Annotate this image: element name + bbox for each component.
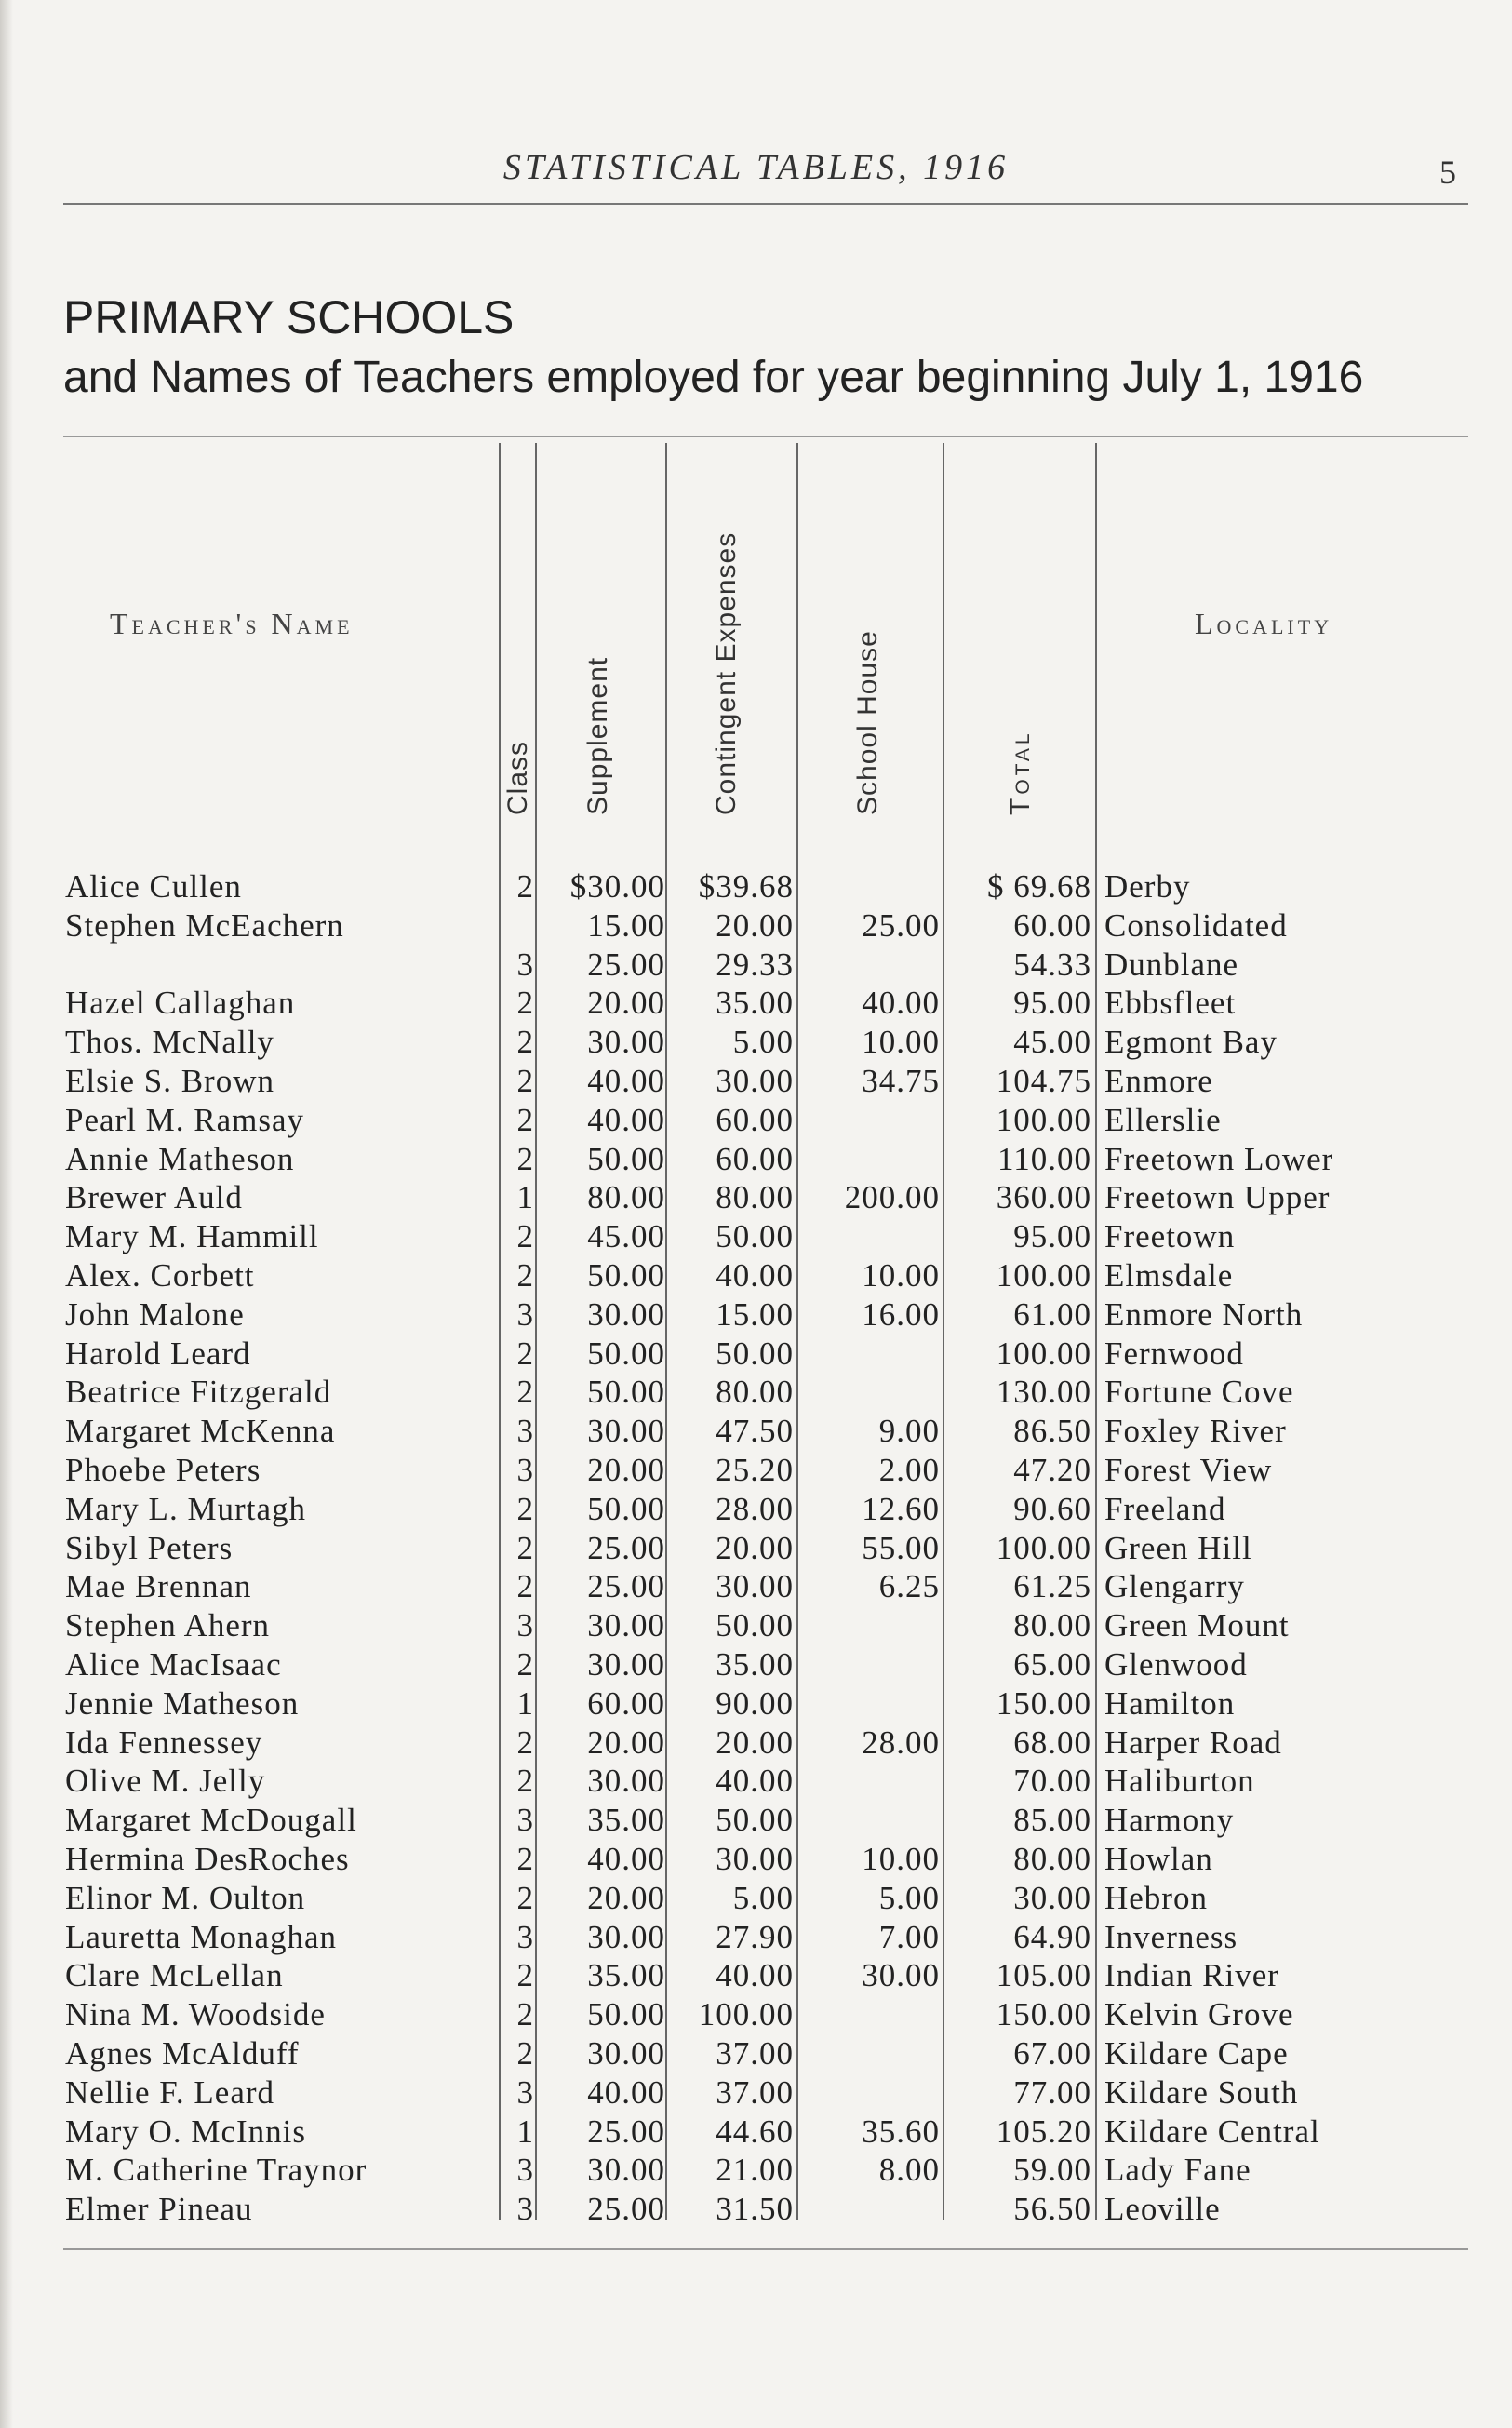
cell-name: Mae Brennan (65, 1568, 252, 1605)
cell-contingent: 21.00 (716, 2152, 794, 2189)
cell-locality: Hebron (1104, 1879, 1208, 1916)
cell-name: Hermina DesRoches (65, 1841, 350, 1877)
cell-locality: Ebbsfleet (1104, 985, 1237, 1022)
cell-total: 65.00 (1013, 1646, 1091, 1683)
cell-locality: Forest View (1104, 1452, 1273, 1488)
cell-contingent: $39.68 (698, 868, 794, 905)
cell-contingent: 20.00 (716, 1724, 794, 1761)
cell-name: Agnes McAlduff (65, 2035, 300, 2072)
cell-supplement: 20.00 (587, 1879, 665, 1916)
cell-supplement: 35.00 (587, 1957, 665, 1994)
cell-total: 100.00 (996, 1335, 1091, 1372)
cell-supplement: 20.00 (587, 1452, 665, 1488)
table-row (0, 2190, 1512, 2229)
cell-supplement: 30.00 (587, 1607, 665, 1644)
cell-contingent: 28.00 (716, 1490, 794, 1527)
cell-school-house: 10.00 (862, 1841, 940, 1877)
table-row (0, 1840, 1512, 1879)
cell-supplement: 30.00 (587, 1413, 665, 1450)
cell-school-house: 16.00 (862, 1295, 940, 1333)
cell-class: 2 (516, 1490, 534, 1527)
cell-contingent: 30.00 (716, 1568, 794, 1605)
cell-school-house: 40.00 (862, 985, 940, 1022)
cell-supplement: 50.00 (587, 1374, 665, 1411)
cell-supplement: 30.00 (587, 1763, 665, 1800)
cell-name: Mary O. McInnis (65, 2113, 306, 2150)
cell-locality: Harper Road (1104, 1724, 1282, 1761)
cell-locality: Enmore (1104, 1063, 1213, 1099)
cell-name: Harold Leard (65, 1335, 251, 1372)
cell-contingent: 50.00 (716, 1335, 794, 1372)
cell-total: 150.00 (996, 1996, 1091, 2033)
cell-name: Stephen McEachern (65, 906, 344, 944)
cell-class: 2 (516, 1996, 534, 2033)
cell-total: 85.00 (1013, 1802, 1091, 1839)
cell-class: 2 (516, 1841, 534, 1877)
cell-name: Jennie Matheson (65, 1684, 300, 1722)
cell-school-house: 34.75 (862, 1063, 940, 1099)
cell-locality: Hamilton (1104, 1684, 1236, 1722)
table-row (0, 946, 1512, 985)
cell-class: 2 (516, 1024, 534, 1061)
cell-school-house: 35.60 (862, 2113, 940, 2150)
cell-locality: Kildare South (1104, 2073, 1299, 2111)
cell-contingent: 50.00 (716, 1607, 794, 1644)
cell-total: 80.00 (1013, 1841, 1091, 1877)
cell-school-house: 10.00 (862, 1024, 940, 1061)
cell-locality: Enmore North (1104, 1295, 1304, 1333)
cell-locality: Dunblane (1104, 946, 1239, 983)
cell-locality: Indian River (1104, 1957, 1279, 1994)
cell-name: Clare McLellan (65, 1957, 284, 1994)
cell-supplement: 45.00 (587, 1218, 665, 1255)
cell-class: 3 (516, 2152, 534, 2189)
cell-contingent: 25.20 (716, 1452, 794, 1488)
table-row (0, 1335, 1512, 1374)
cell-supplement: 25.00 (587, 946, 665, 983)
cell-contingent: 50.00 (716, 1218, 794, 1255)
cell-name: Elsie S. Brown (65, 1063, 274, 1099)
cell-total: 60.00 (1013, 906, 1091, 944)
cell-school-house: 9.00 (878, 1413, 940, 1450)
cell-locality: Green Hill (1104, 1529, 1252, 1566)
cell-total: 47.20 (1013, 1452, 1091, 1488)
cell-name: John Malone (65, 1295, 245, 1333)
table-row (0, 1724, 1512, 1763)
cell-class: 2 (516, 1257, 534, 1294)
cell-class: 2 (516, 1063, 534, 1099)
cell-locality: Fortune Cove (1104, 1374, 1294, 1411)
cell-total: 95.00 (1013, 1218, 1091, 1255)
cell-total: 61.25 (1013, 1568, 1091, 1605)
cell-contingent: 40.00 (716, 1763, 794, 1800)
cell-locality: Inverness (1104, 1918, 1238, 1955)
cell-supplement: 35.00 (587, 1802, 665, 1839)
cell-contingent: 100.00 (698, 1996, 794, 2033)
cell-total: 45.00 (1013, 1024, 1091, 1061)
cell-total: 150.00 (996, 1684, 1091, 1722)
cell-class: 2 (516, 1529, 534, 1566)
cell-supplement: 50.00 (587, 1490, 665, 1527)
cell-class: 1 (516, 1684, 534, 1722)
cell-name: Margaret McKenna (65, 1413, 336, 1450)
table-row (0, 1645, 1512, 1684)
cell-class: 2 (516, 1140, 534, 1177)
cell-locality: Kildare Cape (1104, 2035, 1289, 2072)
table-row (0, 1879, 1512, 1918)
header-class: Class (502, 740, 533, 815)
cell-locality: Glenwood (1104, 1646, 1248, 1683)
cell-contingent: 35.00 (716, 1646, 794, 1683)
cell-total: 90.60 (1013, 1490, 1091, 1527)
table-row (0, 1490, 1512, 1529)
cell-locality: Kelvin Grove (1104, 1996, 1294, 2033)
cell-total: 95.00 (1013, 985, 1091, 1022)
header-supplement: Supplement (582, 656, 613, 815)
header-contingent-expenses: Contingent Expenses (711, 531, 742, 815)
cell-supplement: 40.00 (587, 1841, 665, 1877)
cell-name: M. Catherine Traynor (65, 2152, 368, 2189)
cell-class: 2 (516, 1646, 534, 1683)
cell-school-house: 30.00 (862, 1957, 940, 1994)
cell-school-house: 2.00 (878, 1452, 940, 1488)
cell-contingent: 40.00 (716, 1957, 794, 1994)
cell-school-house: 6.25 (878, 1568, 940, 1605)
cell-school-house: 200.00 (844, 1179, 940, 1216)
table-row (0, 1762, 1512, 1801)
cell-school-house: 25.00 (862, 906, 940, 944)
cell-name: Alex. Corbett (65, 1257, 255, 1294)
cell-class: 3 (516, 2073, 534, 2111)
cell-school-house: 8.00 (878, 2152, 940, 2189)
table-row (0, 1567, 1512, 1606)
cell-total: 56.50 (1013, 2191, 1091, 2228)
cell-contingent: 60.00 (716, 1140, 794, 1177)
cell-total: 61.00 (1013, 1295, 1091, 1333)
cell-total: 110.00 (997, 1140, 1091, 1177)
cell-supplement: 25.00 (587, 1529, 665, 1566)
cell-total: 30.00 (1013, 1879, 1091, 1916)
cell-contingent: 37.00 (716, 2035, 794, 2072)
cell-contingent: 30.00 (716, 1063, 794, 1099)
cell-contingent: 31.50 (716, 2191, 794, 2228)
cell-total: 64.90 (1013, 1918, 1091, 1955)
table-row (0, 1529, 1512, 1568)
cell-school-house: 28.00 (862, 1724, 940, 1761)
cell-name: Pearl M. Ramsay (65, 1101, 305, 1138)
cell-locality: Elmsdale (1104, 1257, 1234, 1294)
cell-total: 54.33 (1013, 946, 1091, 983)
cell-school-house: 7.00 (878, 1918, 940, 1955)
cell-supplement: 50.00 (587, 1140, 665, 1177)
cell-total: 100.00 (996, 1101, 1091, 1138)
table-row (0, 1918, 1512, 1957)
cell-total: 77.00 (1013, 2073, 1091, 2111)
table-row (0, 1684, 1512, 1724)
header-locality: Locality (1195, 607, 1333, 640)
cell-class: 1 (516, 2113, 534, 2150)
cell-class: 2 (516, 1568, 534, 1605)
cell-class: 3 (516, 1918, 534, 1955)
table-row (0, 1178, 1512, 1217)
cell-locality: Freetown Lower (1104, 1140, 1334, 1177)
cell-supplement: 25.00 (587, 1568, 665, 1605)
cell-total: 68.00 (1013, 1724, 1091, 1761)
cell-name: Lauretta Monaghan (65, 1918, 338, 1955)
cell-class: 2 (516, 1218, 534, 1255)
cell-supplement: 40.00 (587, 2073, 665, 2111)
cell-contingent: 37.00 (716, 2073, 794, 2111)
cell-locality: Haliburton (1104, 1763, 1255, 1800)
cell-locality: Freetown Upper (1104, 1179, 1331, 1216)
cell-contingent: 50.00 (716, 1802, 794, 1839)
cell-class: 1 (516, 1179, 534, 1216)
cell-total: 70.00 (1013, 1763, 1091, 1800)
cell-locality: Fernwood (1104, 1335, 1244, 1372)
table-row (0, 1412, 1512, 1451)
table-row (0, 1995, 1512, 2034)
page-title: PRIMARY SCHOOLS (63, 291, 515, 343)
table-row (0, 2151, 1512, 2190)
cell-name: Annie Matheson (65, 1140, 295, 1177)
cell-locality: Freeland (1104, 1490, 1226, 1527)
cell-supplement: 50.00 (587, 1335, 665, 1372)
cell-name: Brewer Auld (65, 1179, 243, 1216)
cell-contingent: 60.00 (716, 1101, 794, 1138)
cell-name: Mary M. Hammill (65, 1218, 319, 1255)
cell-contingent: 20.00 (716, 906, 794, 944)
header-total: Total (1005, 730, 1036, 815)
cell-total: 67.00 (1013, 2035, 1091, 2072)
table-row (0, 1956, 1512, 1995)
cell-contingent: 30.00 (716, 1841, 794, 1877)
table-row (0, 1140, 1512, 1179)
cell-contingent: 35.00 (716, 985, 794, 1022)
cell-contingent: 5.00 (732, 1024, 794, 1061)
cell-class: 2 (516, 985, 534, 1022)
cell-locality: Green Mount (1104, 1607, 1290, 1644)
cell-name: Margaret McDougall (65, 1802, 357, 1839)
cell-supplement: 30.00 (587, 1918, 665, 1955)
cell-supplement: 25.00 (587, 2113, 665, 2150)
cell-contingent: 80.00 (716, 1374, 794, 1411)
cell-name: Alice Cullen (65, 868, 242, 905)
cell-name: Nellie F. Leard (65, 2073, 275, 2111)
cell-class: 2 (516, 1879, 534, 1916)
cell-locality: Egmont Bay (1104, 1024, 1278, 1061)
cell-contingent: 5.00 (732, 1879, 794, 1916)
cell-supplement: 30.00 (587, 1024, 665, 1061)
cell-class: 2 (516, 2035, 534, 2072)
cell-class: 3 (516, 1802, 534, 1839)
cell-supplement: 40.00 (587, 1063, 665, 1099)
cell-name: Nina M. Woodside (65, 1996, 326, 2033)
cell-class: 2 (516, 1335, 534, 1372)
cell-total: 105.20 (996, 2113, 1091, 2150)
cell-supplement: 60.00 (587, 1684, 665, 1722)
cell-supplement: 20.00 (587, 985, 665, 1022)
cell-contingent: 80.00 (716, 1179, 794, 1216)
cell-class: 3 (516, 946, 534, 983)
cell-name: Stephen Ahern (65, 1607, 271, 1644)
cell-supplement: 15.00 (587, 906, 665, 944)
cell-class: 2 (516, 1957, 534, 1994)
cell-total: $ 69.68 (987, 868, 1091, 905)
cell-class: 2 (516, 1101, 534, 1138)
cell-locality: Leoville (1104, 2191, 1221, 2228)
cell-supplement: 30.00 (587, 2035, 665, 2072)
table-row (0, 2073, 1512, 2113)
cell-class: 3 (516, 1295, 534, 1333)
cell-total: 100.00 (996, 1257, 1091, 1294)
cell-contingent: 29.33 (716, 946, 794, 983)
cell-name: Alice MacIsaac (65, 1646, 282, 1683)
cell-class: 3 (516, 1413, 534, 1450)
cell-supplement: 80.00 (587, 1179, 665, 1216)
cell-locality: Howlan (1104, 1841, 1213, 1877)
cell-contingent: 15.00 (716, 1295, 794, 1333)
cell-contingent: 27.90 (716, 1918, 794, 1955)
cell-supplement: 30.00 (587, 1295, 665, 1333)
cell-supplement: 40.00 (587, 1101, 665, 1138)
cell-school-house: 5.00 (878, 1879, 940, 1916)
cell-locality: Harmony (1104, 1802, 1235, 1839)
table-row (0, 2113, 1512, 2152)
cell-class: 2 (516, 1763, 534, 1800)
page-subtitle: and Names of Teachers employed for year beginning July 1, 1916 (63, 353, 1364, 402)
cell-locality: Kildare Central (1104, 2113, 1320, 2150)
cell-locality: Glengarry (1104, 1568, 1245, 1605)
header-school-house: School House (852, 630, 883, 815)
cell-total: 104.75 (996, 1063, 1091, 1099)
cell-class: 3 (516, 2191, 534, 2228)
cell-locality: Ellerslie (1104, 1101, 1222, 1138)
cell-supplement: 30.00 (587, 2152, 665, 2189)
cell-contingent: 90.00 (716, 1684, 794, 1722)
cell-total: 105.00 (996, 1957, 1091, 1994)
cell-total: 360.00 (996, 1179, 1091, 1216)
cell-total: 59.00 (1013, 2152, 1091, 2189)
cell-supplement: $30.00 (569, 868, 665, 905)
table-row (0, 906, 1512, 946)
cell-class: 2 (516, 1724, 534, 1761)
cell-name: Hazel Callaghan (65, 985, 296, 1022)
page-number: 5 (1439, 154, 1456, 191)
table-row (0, 1295, 1512, 1335)
cell-locality: Freetown (1104, 1218, 1236, 1255)
cell-name: Ida Fennessey (65, 1724, 263, 1761)
table-row (0, 1023, 1512, 1062)
cell-total: 130.00 (996, 1374, 1091, 1411)
table-row (0, 1606, 1512, 1645)
table-row (0, 1801, 1512, 1840)
table-row (0, 2034, 1512, 2073)
cell-name: Olive M. Jelly (65, 1763, 266, 1800)
table-row (0, 867, 1512, 906)
cell-name: Elmer Pineau (65, 2191, 253, 2228)
cell-class: 2 (516, 868, 534, 905)
cell-supplement: 25.00 (587, 2191, 665, 2228)
cell-supplement: 50.00 (587, 1257, 665, 1294)
cell-locality: Consolidated (1104, 906, 1288, 944)
cell-locality: Lady Fane (1104, 2152, 1251, 2189)
cell-name: Elinor M. Oulton (65, 1879, 306, 1916)
table-row (0, 1101, 1512, 1140)
cell-contingent: 47.50 (716, 1413, 794, 1450)
cell-contingent: 40.00 (716, 1257, 794, 1294)
cell-name: Mary L. Murtagh (65, 1490, 306, 1527)
cell-contingent: 44.60 (716, 2113, 794, 2150)
cell-name: Sibyl Peters (65, 1529, 234, 1566)
table-row (0, 1062, 1512, 1101)
cell-school-house: 12.60 (862, 1490, 940, 1527)
cell-class: 3 (516, 1607, 534, 1644)
table-row (0, 1451, 1512, 1490)
table-row (0, 984, 1512, 1023)
table-row (0, 1256, 1512, 1295)
cell-name: Thos. McNally (65, 1024, 274, 1061)
cell-supplement: 50.00 (587, 1996, 665, 2033)
cell-supplement: 20.00 (587, 1724, 665, 1761)
cell-name: Phoebe Peters (65, 1452, 261, 1488)
table-row (0, 1217, 1512, 1256)
cell-locality: Foxley River (1104, 1413, 1287, 1450)
cell-class: 2 (516, 1374, 534, 1411)
cell-supplement: 30.00 (587, 1646, 665, 1683)
cell-total: 80.00 (1013, 1607, 1091, 1644)
cell-total: 100.00 (996, 1529, 1091, 1566)
cell-total: 86.50 (1013, 1413, 1091, 1450)
table-row (0, 1373, 1512, 1412)
cell-locality: Derby (1104, 868, 1191, 905)
running-title: STATISTICAL TABLES, 1916 (502, 148, 1010, 187)
cell-contingent: 20.00 (716, 1529, 794, 1566)
cell-class: 3 (516, 1452, 534, 1488)
cell-school-house: 10.00 (862, 1257, 940, 1294)
table-bottom-rule (63, 2248, 1468, 2250)
header-teachers-name: Teacher's Name (110, 607, 354, 640)
cell-name: Beatrice Fitzgerald (65, 1374, 332, 1411)
cell-school-house: 55.00 (862, 1529, 940, 1566)
